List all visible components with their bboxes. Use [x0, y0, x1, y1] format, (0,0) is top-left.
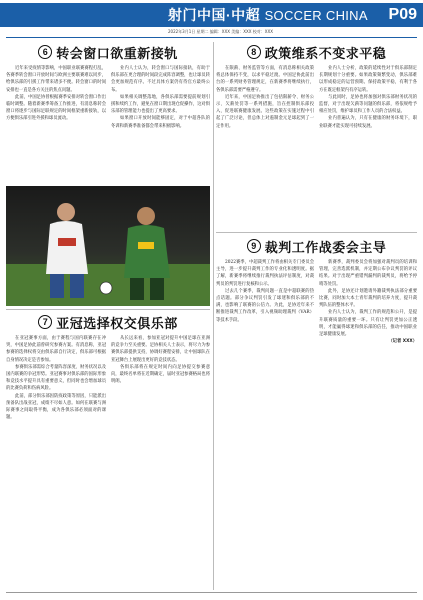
header-rule: [6, 37, 417, 38]
article-7-title: 亚冠选择权交俱乐部: [56, 316, 178, 332]
brand-en: SOCCER CHINA: [264, 8, 368, 23]
article-8-body: [216, 65, 417, 130]
article-9-paragraph: 此外，足协还计划邀请外籍裁判执法部分重要比赛，同时加大本土青年裁判的培养力度，提升裁判队伍的整体水平。: [319, 288, 417, 309]
article-6-paragraph: 业内人士认为，转会窗口与国际接轨，有助于俱乐部在更合理的时间段完成阵容调整，也让球员转会更加规范有序。不过具体方案仍有待官方最终公布。: [111, 66, 210, 93]
section-divider-left: [6, 309, 210, 310]
article-7-headline: [6, 312, 210, 332]
article-9-paragraph: 过去几个赛季，裁判问题一直是中超联赛的热点话题。部分争议判罚引发了球迷和俱乐部的不满，也影响了联赛的公信力。为此，足协近年来不断推进裁判工作改革，引入视频助理裁判（VAR）等技术手段。: [216, 288, 314, 323]
article-6-body: [6, 65, 210, 130]
article-8-headline: [216, 42, 417, 62]
article-9-paragraph: 业内人士认为，裁判工作的规范和公开，是提升联赛质量的重要一环。只有让判罚更加公正透明，才能赢得球迷和俱乐部的信任，推动中国职业足球健康发展。: [319, 310, 417, 338]
article-9-number: 9: [247, 239, 261, 253]
article-9-title: 裁判工作战委会主导: [264, 240, 387, 256]
article-6-number: 6: [38, 45, 52, 59]
masthead: [0, 0, 423, 42]
article-8-paragraph: 与此同时，足协也将加强对俱乐部财务状况的监督，对于出现欠薪等问题的俱乐部，将依规给予相应处罚，维护球员和工作人员的合法权益。: [319, 94, 417, 115]
article-9-paragraph: 2022赛季，中超裁判工作将由相关专门委员会主导，进一步提升裁判工作的专业化和透明度。据了解，新赛季将继续推行裁判执法评估制度，对裁判员的判罚进行复核和公示。: [216, 260, 314, 287]
article-8-title: 政策维系不变求平稳: [264, 46, 387, 62]
article-6-paragraph: 此前，中国足协曾根据赛季安排对转会窗口作出临时调整。随着新赛季筹备工作推进，有消息称转会窗口将逐步与国际足联规定的时间框架重新接轨，以方便俱乐部引进外援和球员流动。: [6, 94, 106, 122]
article-6-paragraph: 如果相关调整落地，各俱乐部需要提前规划引援和续约工作，避免在窗口期出现仓促操作，这对俱乐部的管理能力也提出了更高要求。: [111, 94, 210, 115]
article-8-paragraph: 近年来，中国足协推出了包括限薪令、财务公示、欠薪处罚等一系列措施，旨在控制俱乐部投入、促进联赛健康发展。这些政策在实施过程中引起了广泛讨论，但总体上对遏制金元足球起到了一定作用。: [216, 94, 314, 129]
article-7-paragraph: 从长远来看，参加亚冠对提升中国足球在亚洲的竞争力至关重要。足协相关人士表示，将尽力为参赛俱乐部提供支持，协调好赛程安排，让中国球队在亚冠舞台上展现出更好的竞技状态。: [111, 336, 210, 363]
article-8-paragraph: 业内普遍认为，只有在健康的财务环境下，职业联赛才能实现可持续发展。: [319, 116, 417, 129]
article-8-paragraph: 业内人士分析，政策的延续性对于俱乐部制定长期规划十分重要。如果政策频繁变动，俱乐部难以形成稳定的运营预期。保持政策平稳，有利于各方在既定框架内有序运转。: [319, 66, 417, 93]
article-6: [6, 42, 210, 130]
article-7-body: [6, 335, 210, 421]
section-brand: [168, 5, 368, 25]
article-7: [6, 312, 210, 421]
article-7-paragraph: 各俱乐部将在规定时间内向足协提交参赛意向，最终名单将在近期确定，届时亚冠参赛格局也将明朗。: [111, 364, 210, 385]
section-divider-right: [216, 232, 417, 233]
football-match-image: [6, 186, 210, 306]
page-number: P09: [388, 6, 417, 23]
column-divider: [213, 42, 214, 590]
issue-meta: 2022年3月1日 星期二 编辑：XXX 美编：XXX 校对：XXX: [168, 29, 274, 34]
article-7-paragraph: 在亚冠赛事方面，由于赛程与国内联赛存在冲突，中国足协此前曾研究参赛方案。有消息称，亚冠参赛的选择权将交由俱乐部自行决定，俱乐部可根据自身情况决定是否参加。: [6, 336, 106, 363]
footer-rule: [6, 592, 417, 593]
article-6-title: 转会窗口欲重新接轨: [56, 46, 178, 62]
match-photo: [6, 186, 210, 306]
article-9: [216, 236, 417, 345]
byline: （记者 XXX）: [388, 339, 417, 345]
article-6-headline: [6, 42, 210, 62]
article-8-number: 8: [247, 45, 261, 59]
brand-cn: 射门中国·中超: [168, 7, 261, 23]
article-8: [216, 42, 417, 130]
article-6-paragraph: 近年来受疫情等影响，中国职业联赛赛程打乱，各赛季转会窗口开放时间与欧洲主要联赛难以同步，给俱乐部的引援工作带来诸多不便。转会窗口的时间安排也一直是各方关注的焦点问题。: [6, 66, 106, 93]
article-6-paragraph: 如果窗口开放时间能够固定，对于中超各队的冬训和新赛季准备都会带来积极影响。: [111, 116, 210, 129]
article-7-paragraph: 此前，部分俱乐部因防疫政策等原因，只能派出预备队出战亚冠，成绩不尽如人意。如何在联赛与洲际赛事之间取得平衡，成为各俱乐部必须面对的课题。: [6, 393, 106, 421]
article-9-paragraph: 新赛季，裁判委员会将加强对裁判员的培训和管理，完善选派机制，并定期公布争议判罚的评议结果。对于出现严重错判漏判的裁判员，将给予停哨等处罚。: [319, 260, 417, 287]
article-8-paragraph: 在限薪、财务监管等方面，有消息称相关政策将总体保持不变，以求平稳过渡。中国足协此前出台的一系列财务管理规定，在新赛季将继续执行，各俱乐部需要严格遵守。: [216, 66, 314, 93]
article-9-body: [216, 259, 417, 345]
article-7-paragraph: 参赛俱乐部需综合考量阵容深度、财务状况以及国内联赛的争冠形势。亚冠赛事对俱乐部的国际形象和竞技水平提升具有重要意义，但同时也会增加球员的比赛负荷和伤病风险。: [6, 364, 106, 392]
article-7-number: 7: [38, 315, 52, 329]
article-9-headline: [216, 236, 417, 256]
